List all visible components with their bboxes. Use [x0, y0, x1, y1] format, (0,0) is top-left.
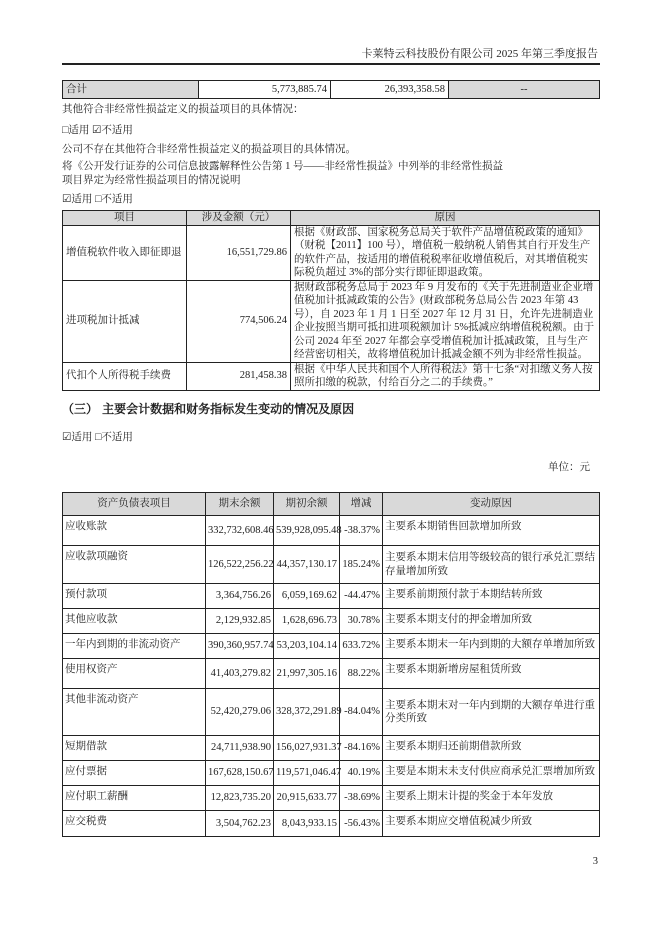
header-change: 增减 [340, 493, 383, 516]
change: -84.04% [340, 689, 383, 736]
header-item: 项目 [63, 211, 187, 226]
table-row [63, 546, 600, 584]
item: 应收账款 [63, 516, 206, 546]
amount: 774,506.24 [187, 280, 291, 362]
end-balance: 41,403,279.82 [206, 659, 274, 689]
reason: 主要是本期末未支付供应商承兑汇票增加所致 [383, 761, 600, 786]
total-value-1: 5,773,885.74 [199, 81, 331, 99]
header-item: 资产负债表项目 [63, 493, 206, 516]
page-number: 3 [592, 856, 598, 867]
header-amount: 涉及金额（元） [187, 211, 291, 226]
section-heading: （三） 主要会计数据和财务指标发生变动的情况及原因 [62, 402, 355, 416]
reason: 主要系本期末对一年内到期的大额存单进行重分类所致 [383, 689, 600, 736]
reason: 主要系前期预付款于本期结转所致 [383, 584, 600, 609]
item: 应交税费 [63, 811, 206, 837]
change: 185.24% [340, 546, 383, 584]
unit-label: 单位：元 [548, 462, 590, 473]
reason: 主要系本期支付的押金增加所致 [383, 609, 600, 634]
table-row [63, 280, 600, 362]
section-applicable: ☑适用 □不适用 [62, 432, 133, 443]
begin-balance: 20,915,633.77 [274, 786, 340, 811]
change: 30.78% [340, 609, 383, 634]
reason: 根据《财政部、国家税务总局关于软件产品增值税政策的通知》（财税【2011】100 号），增值税一般纳税人销售其自行开发生产的软件产品，按适用的增值税税率征收增值税后，对其增值税实际税负超过 3%的部分实行即征即退政策。 [291, 225, 600, 280]
begin-balance: 156,027,931.37 [274, 736, 340, 761]
change: 633.72% [340, 634, 383, 659]
begin-balance: 8,043,933.15 [274, 811, 340, 837]
reason: 主要系本期新增房屋租赁所致 [383, 659, 600, 689]
total-row [63, 81, 600, 99]
change: 88.22% [340, 659, 383, 689]
item: 其他应收款 [63, 609, 206, 634]
reason: 主要系本期末信用等级较高的银行承兑汇票结存量增加所致 [383, 546, 600, 584]
table-header [63, 493, 600, 516]
other-items-applicable: □适用 ☑不适用 [62, 125, 133, 136]
table-row [63, 736, 600, 761]
reclass-applicable: ☑适用 □不适用 [62, 194, 133, 205]
table-row [63, 761, 600, 786]
report-header: 卡莱特云科技股份有限公司 2025 年第三季度报告 [361, 48, 598, 60]
item: 应付票据 [63, 761, 206, 786]
end-balance: 2,129,932.85 [206, 609, 274, 634]
table-row [63, 584, 600, 609]
reason: 主要系上期末计提的奖金于本年发放 [383, 786, 600, 811]
item: 一年内到期的非流动资产 [63, 634, 206, 659]
end-balance: 52,420,279.06 [206, 689, 274, 736]
item: 代扣个人所得税手续费 [63, 362, 187, 390]
change: -38.37% [340, 516, 383, 546]
reclass-table [62, 210, 600, 391]
begin-balance: 539,928,095.48 [274, 516, 340, 546]
begin-balance: 21,997,305.16 [274, 659, 340, 689]
end-balance: 3,364,756.26 [206, 584, 274, 609]
table-row [63, 516, 600, 546]
reason: 主要系本期销售回款增加所致 [383, 516, 600, 546]
table-row [63, 811, 600, 837]
end-balance: 167,628,150.67 [206, 761, 274, 786]
amount: 281,458.38 [187, 362, 291, 390]
table-row [63, 689, 600, 736]
begin-balance: 53,203,104.14 [274, 634, 340, 659]
table-row [63, 659, 600, 689]
item: 短期借款 [63, 736, 206, 761]
change: -44.47% [340, 584, 383, 609]
table-row [63, 786, 600, 811]
other-items-title: 其他符合非经常性损益定义的损益项目的具体情况： [62, 104, 304, 115]
end-balance: 126,522,256.22 [206, 546, 274, 584]
begin-balance: 1,628,696.73 [274, 609, 340, 634]
change: 40.19% [340, 761, 383, 786]
reclass-title: 将《公开发行证券的公司信息披露解释性公告第 1 号——非经常性损益》中列举的非经常性损益项目界定为经常性损益项目的情况说明 [62, 161, 503, 186]
begin-balance: 6,059,169.62 [274, 584, 340, 609]
change-table [62, 492, 600, 837]
reason: 主要系本期末一年内到期的大额存单增加所致 [383, 634, 600, 659]
total-label: 合计 [63, 81, 199, 99]
begin-balance: 119,571,046.47 [274, 761, 340, 786]
item: 应收款项融资 [63, 546, 206, 584]
table-row [63, 362, 600, 390]
amount: 16,551,729.86 [187, 225, 291, 280]
change: -38.69% [340, 786, 383, 811]
total-table [62, 80, 600, 99]
header-divider [62, 63, 600, 65]
header-reason: 原因 [291, 211, 600, 226]
item: 其他非流动资产 [63, 689, 206, 736]
reason: 主要系本期应交增值税减少所致 [383, 811, 600, 837]
begin-balance: 44,357,130.17 [274, 546, 340, 584]
begin-balance: 328,372,291.89 [274, 689, 340, 736]
change: -84.16% [340, 736, 383, 761]
reason: 根据《中华人民共和国个人所得税法》第十七条“对扣缴义务人按照所扣缴的税款，付给百分之二的手续费。” [291, 362, 600, 390]
end-balance: 3,504,762.23 [206, 811, 274, 837]
reason: 主要系本期归还前期借款所致 [383, 736, 600, 761]
change: -56.43% [340, 811, 383, 837]
total-value-2: 26,393,358.58 [331, 81, 449, 99]
item: 增值税软件收入即征即退 [63, 225, 187, 280]
table-row [63, 609, 600, 634]
item: 使用权资产 [63, 659, 206, 689]
end-balance: 390,360,957.74 [206, 634, 274, 659]
header-end-balance: 期末余额 [206, 493, 274, 516]
end-balance: 12,823,735.20 [206, 786, 274, 811]
item: 应付职工薪酬 [63, 786, 206, 811]
end-balance: 24,711,938.90 [206, 736, 274, 761]
reason: 据财政部税务总局于 2023 年 9 月发布的《关于先进制造业企业增值税加计抵减政策的公告》(财政部税务总局公告 2023 年第 43 号），自 2023 年 1 月 1 日至 2027 年 12 月 31 日，允许先进制造业企业按照当期可抵扣进项税额加计 5%抵减应纳增值税税额。由于公司 2024 年至 2027 年都会享受增值税加计抵减政策，且与生产经营密切相关，故将增值税加计抵减金额不列为非经常性损益。 [291, 280, 600, 362]
item: 预付款项 [63, 584, 206, 609]
item: 进项税加计抵减 [63, 280, 187, 362]
total-note: -- [449, 81, 600, 99]
table-row [63, 225, 600, 280]
table-row [63, 634, 600, 659]
header-begin-balance: 期初余额 [274, 493, 340, 516]
other-items-none: 公司不存在其他符合非经常性损益定义的损益项目的具体情况。 [62, 144, 356, 155]
end-balance: 332,732,608.46 [206, 516, 274, 546]
header-reason: 变动原因 [383, 493, 600, 516]
table-header [63, 211, 600, 226]
